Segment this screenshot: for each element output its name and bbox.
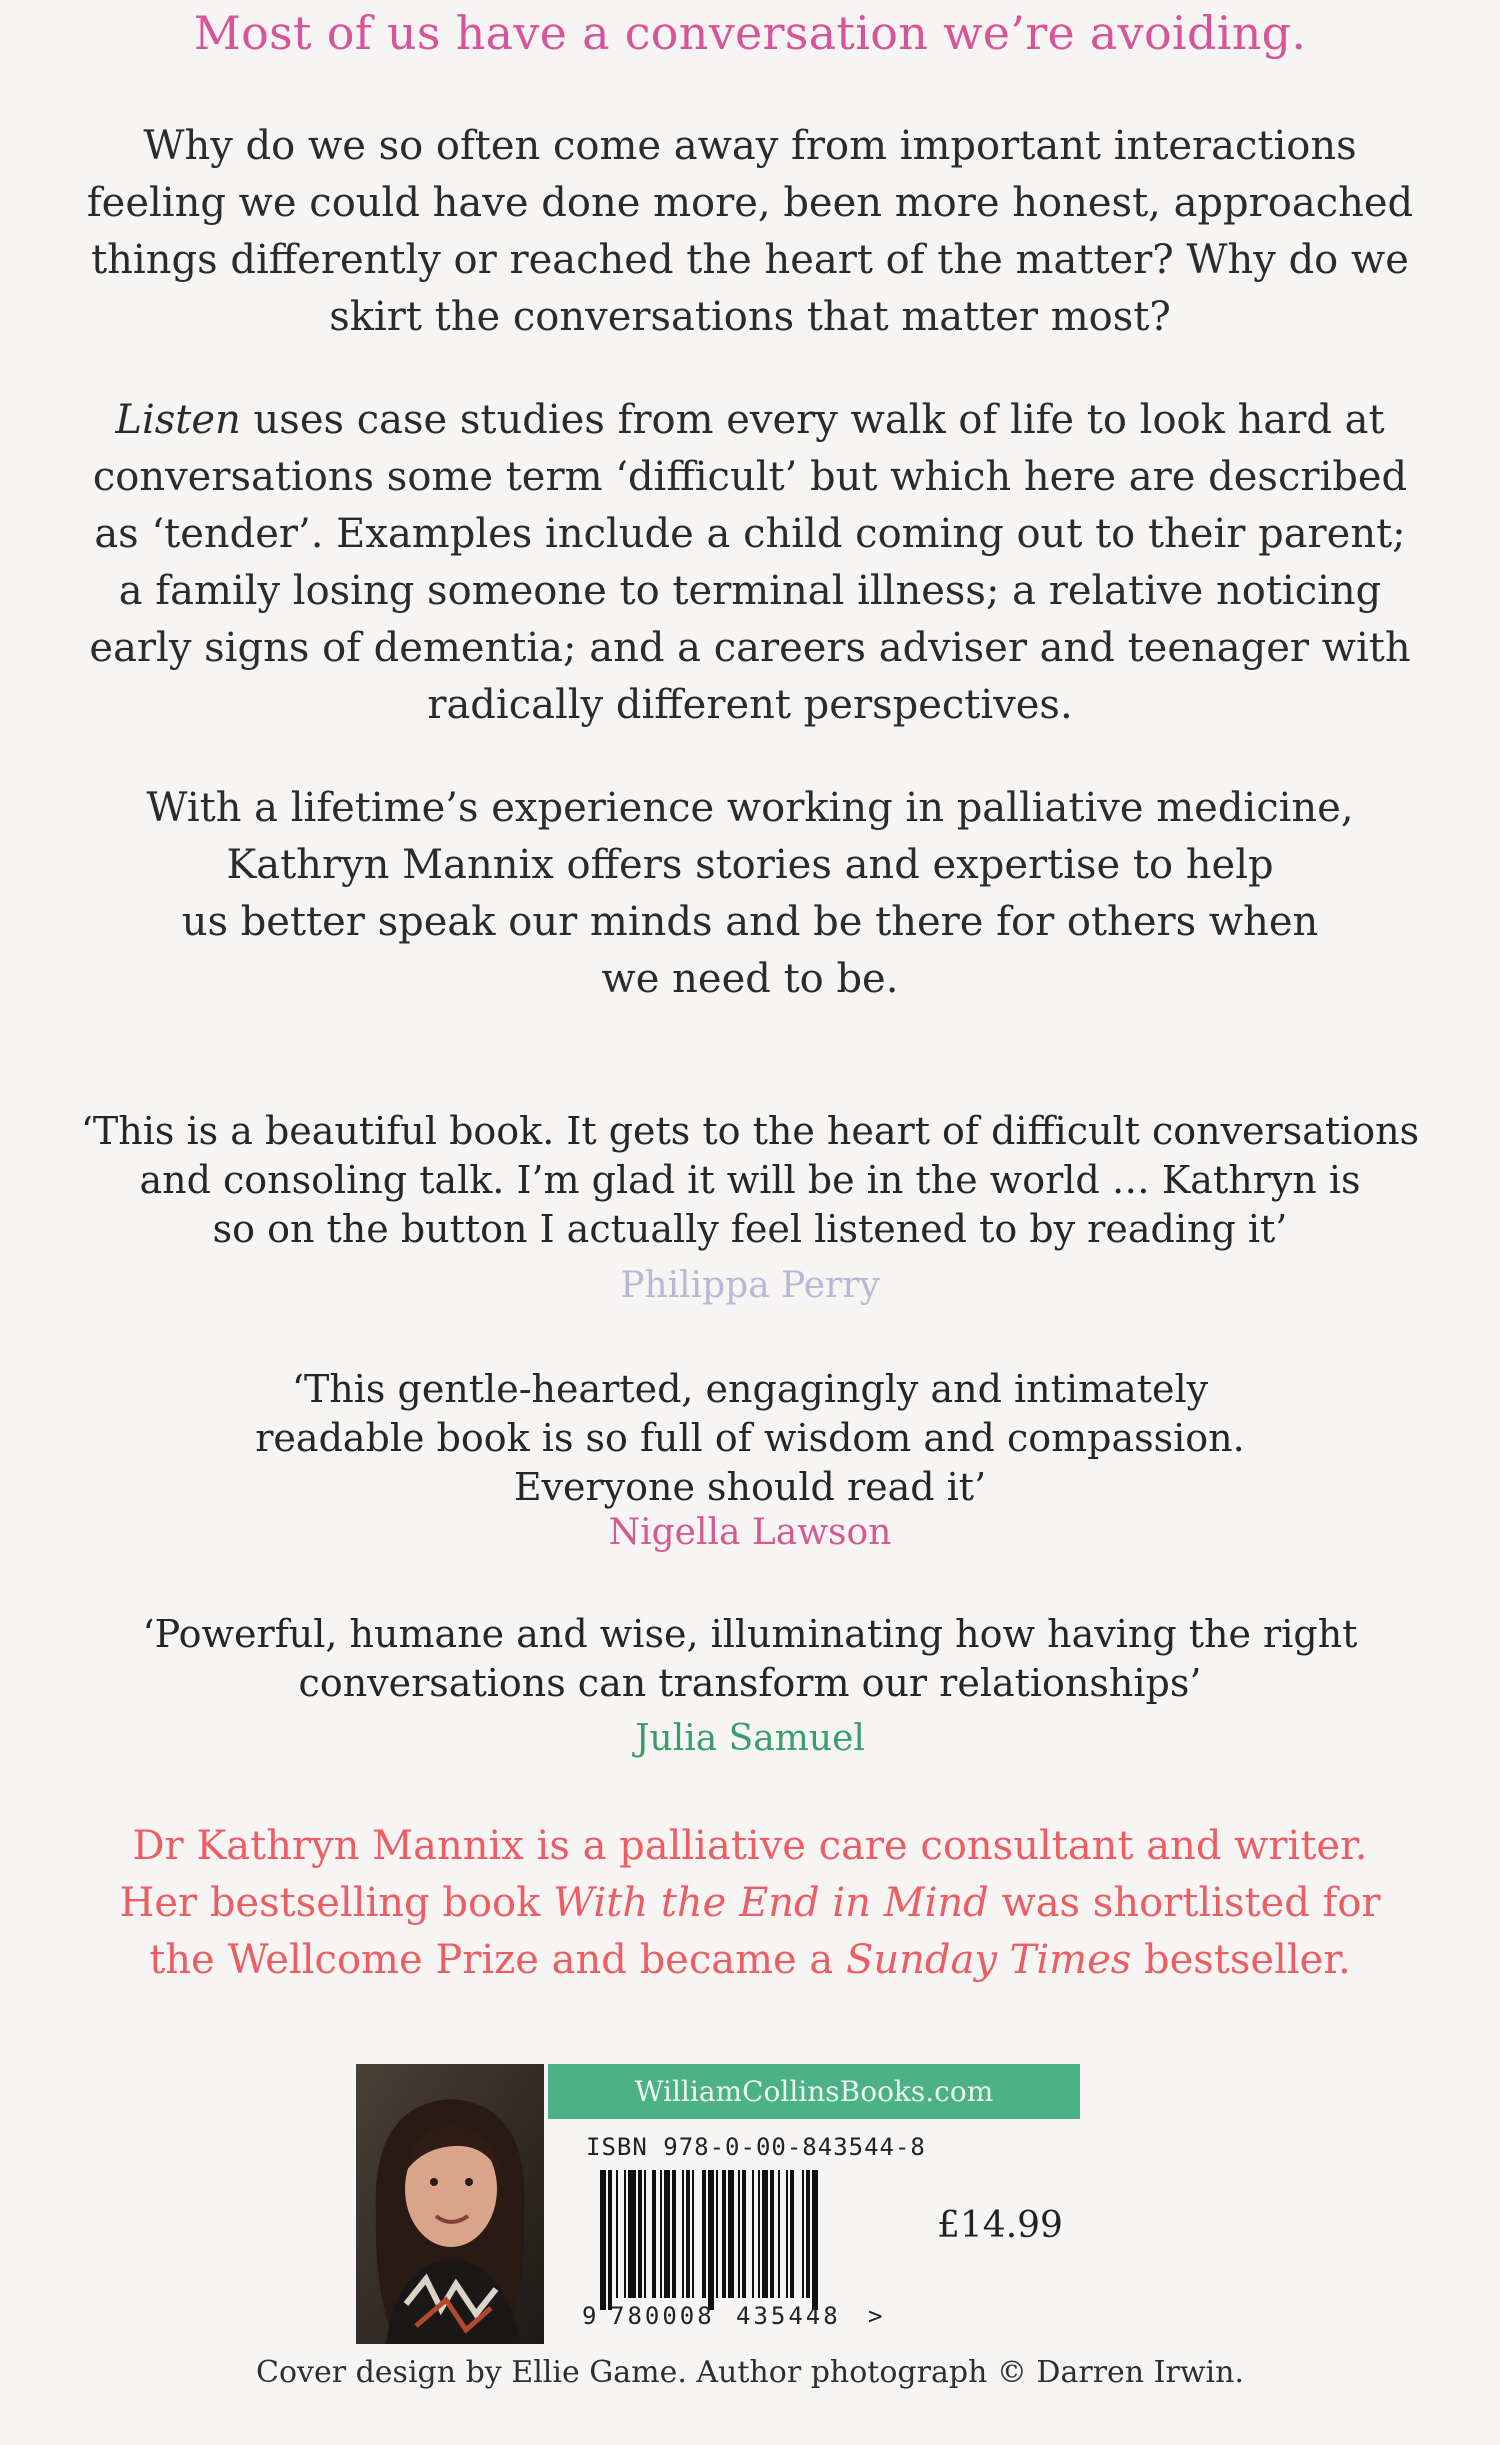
bio-newspaper-title: Sunday Times [845,1937,1132,1983]
barcode-bar [758,2170,760,2298]
barcode-bar [682,2170,684,2298]
intro-line: things differently or reached the heart of the matter? Why do we [91,237,1409,283]
barcode-bar [738,2170,740,2298]
quote-line: ‘This is a beautiful book. It gets to the heart of difficult conversations [80,1109,1420,1153]
barcode-bar [702,2170,706,2298]
description-line: a family losing someone to terminal illness; a relative noticing [118,568,1382,614]
quote-line: readable book is so full of wisdom and compassion. [255,1416,1245,1460]
barcode-digits-left: 780008 [610,2302,715,2328]
headline: Most of us have a conversation we’re avoiding. [193,6,1307,60]
barcode-bar [600,2170,606,2310]
barcode-bar [752,2170,754,2298]
expertise-line: we need to be. [601,956,899,1002]
quote-attribution-lawson: Nigella Lawson [608,1512,892,1553]
barcode-bar [802,2170,804,2298]
barcode-bar [722,2170,726,2298]
quote-attribution-samuel: Julia Samuel [635,1718,865,1759]
barcode-bar [708,2170,714,2310]
barcode-bar [616,2170,618,2298]
barcode-arrow: > [868,2302,883,2328]
bio-text: was shortlisted for [988,1880,1381,1926]
barcode-bar [806,2170,810,2298]
author-bio [60,1818,1440,1989]
description-line: conversations some term ‘difficult’ but which here are described [92,454,1408,500]
description-line: as ‘tender’. Examples include a child coming out to their parent; [94,511,1406,557]
bio-line [60,1932,1440,1989]
description-line-rest: uses case studies from every walk of life to look hard at [240,397,1385,443]
expertise-line: With a lifetime’s experience working in palliative medicine, [146,785,1354,831]
barcode-bar [812,2170,818,2310]
quote-line: and consoling talk. I’m glad it will be in the world … Kathryn is [139,1158,1361,1202]
barcode-bar [652,2170,656,2298]
description-line: early signs of dementia; and a careers adviser and teenager with [89,625,1411,671]
review-quote-samuel [100,1610,1400,1708]
barcode-bar [692,2170,694,2298]
quote-line: Everyone should read it’ [513,1465,987,1509]
intro-line: skirt the conversations that matter most? [329,294,1171,340]
barcode-bar [644,2170,646,2298]
barcode-bar [786,2170,788,2298]
barcode-bar [742,2170,746,2298]
barcode-bar [672,2170,676,2298]
intro-line: feeling we could have done more, been more honest, approached [86,180,1414,226]
barcode-bar [728,2170,734,2298]
barcode-bar [664,2170,670,2298]
cover-credit: Cover design by Ellie Game. Author photograph © Darren Irwin. [256,2355,1244,2390]
barcode-bar [790,2170,794,2298]
barcode-bar [638,2170,642,2298]
barcode-bar [770,2170,774,2298]
barcode-bar [716,2170,718,2298]
bio-text: the Wellcome Prize and became a [149,1937,846,1983]
author-photo [356,2064,544,2344]
quote-line: ‘Powerful, humane and wise, illuminating how having the right [142,1612,1358,1656]
quote-line: so on the button I actually feel listened to by reading it’ [212,1207,1288,1251]
intro-paragraph [70,118,1430,346]
quote-line: ‘This gentle-hearted, engagingly and intimately [291,1367,1209,1411]
intro-line: Why do we so often come away from important interactions [143,123,1357,169]
bio-text: Her bestselling book [119,1880,554,1926]
review-quote-perry [60,1107,1440,1254]
expertise-line: Kathryn Mannix offers stories and expertise to help [226,842,1274,888]
barcode-bar [778,2170,780,2298]
barcode-digits-right: 435448 [736,2302,841,2328]
expertise-line: us better speak our minds and be there for others when [181,899,1319,945]
barcode-bar [624,2170,626,2298]
price: £14.99 [937,2205,1063,2246]
book-title-word: Listen [115,397,241,443]
publisher-website-banner: WilliamCollinsBooks.com [548,2064,1080,2119]
barcode-bars [600,2170,818,2310]
barcode-bar [686,2170,690,2298]
bio-text: bestseller. [1131,1937,1351,1983]
barcode-bar [762,2170,768,2298]
quote-attribution-perry: Philippa Perry [620,1265,880,1306]
barcode-bar [628,2170,636,2298]
description-line: radically different perspectives. [427,682,1073,728]
isbn-number: ISBN 978-0-00-843544-8 [586,2133,926,2161]
author-portrait-image [356,2064,544,2344]
description-paragraph [70,392,1430,734]
barcode-bar [660,2170,662,2298]
description-line [70,392,1430,449]
bio-book-title: With the End in Mind [553,1880,989,1926]
quote-line: conversations can transform our relationships’ [298,1661,1202,1705]
barcode [578,2168,898,2328]
barcode-bar [608,2170,612,2310]
bio-line: Dr Kathryn Mannix is a palliative care consultant and writer. [132,1823,1368,1869]
bio-line [60,1875,1440,1932]
author-expertise-paragraph [120,780,1380,1008]
barcode-lead-digit: 9 [582,2302,597,2328]
review-quote-lawson [100,1365,1400,1512]
